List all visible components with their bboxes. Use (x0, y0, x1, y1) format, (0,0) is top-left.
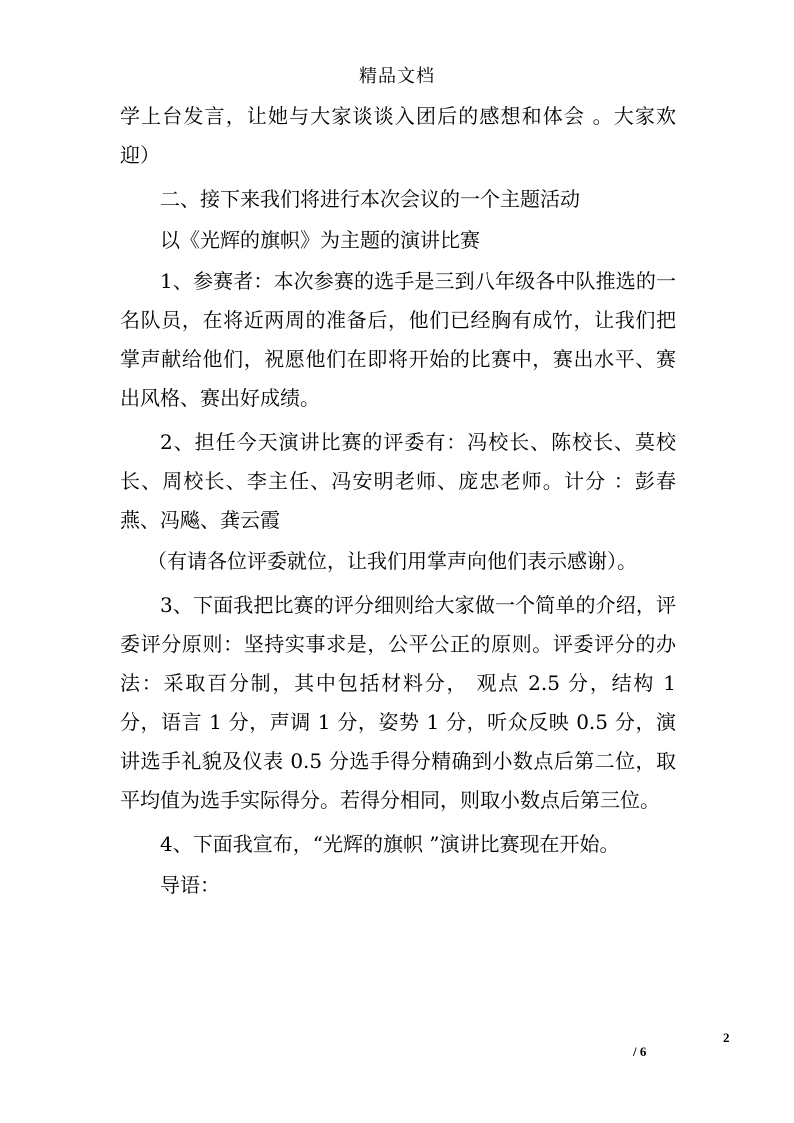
paragraph-continuation: 学上台发言，让她与大家谈谈入团后的感想和体会 。大家欢迎） (120, 104, 676, 167)
page-number: 2 (723, 1030, 730, 1045)
paragraph-judges-welcome: （有请各位评委就位，让我们用掌声向他们表示感谢）。 (147, 549, 637, 573)
page-header: 精品文档 (359, 66, 435, 87)
paragraph-intro-label: 导语： (160, 873, 220, 897)
paragraph-participants: 1、参赛者：本次参赛的选手是三到八年级各中队推选的一名队员，在将近两周的准备后，他们已经胸有成竹，让我们把掌声献给他们，祝愿他们在即将开始的比赛中，赛出水平、赛出风格、赛出好成绩。 (120, 269, 676, 410)
paragraph-theme: 以《光辉的旗帜》为主题的演讲比赛 (160, 228, 480, 252)
page-total: / 6 (633, 1044, 647, 1059)
document-body (120, 97, 676, 907)
paragraph-judges: 2、担任今天演讲比赛的评委有：冯校长、陈校长、莫校长、周校长、李主任、冯安明老师、庞忠老师。计分 ：彭春燕、冯飚、龚云霞 (120, 430, 676, 532)
paragraph-announcement: 4、下面我宣布，“光辉的旗帜 ”演讲比赛现在开始。 (160, 832, 620, 856)
paragraph-scoring-rules: 3、下面我把比赛的评分细则给大家做一个简单的介绍，评委评分原则：坚持实事求是，公平公正的原则。评委评分的办法：采取百分制，其中包括材料分， 观点 2.5 分，结构 1 分，语言 1 分，声调 1 分，姿势 1 分，听众反映 0.5 分，演讲选手礼貌及仪表 0.5 分选手得分精确到小数点后第二位，取平均值为选手实际得分。若得分相同，则取小数点后第三位。 (120, 593, 676, 812)
paragraph-section-two: 二、接下来我们将进行本次会议的一个主题活动 (160, 187, 580, 211)
